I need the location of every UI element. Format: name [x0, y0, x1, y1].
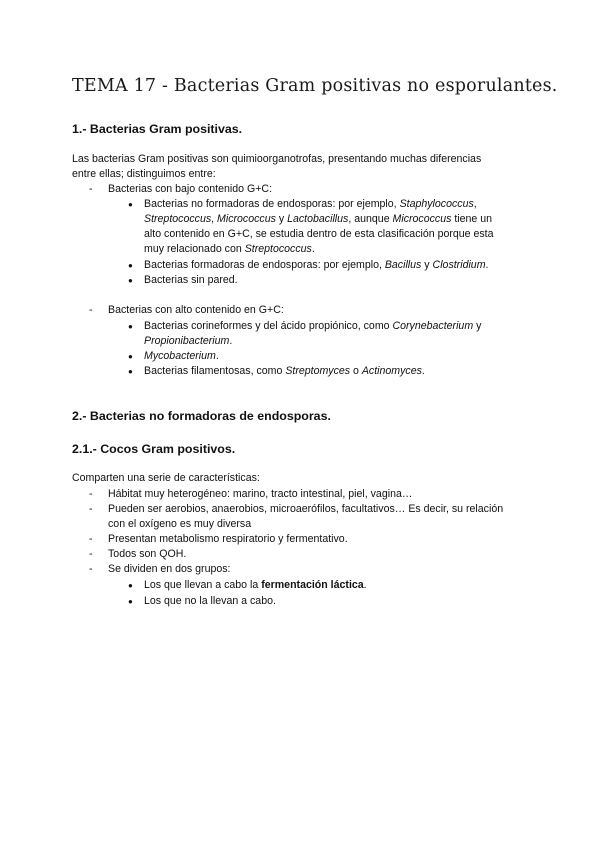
- high-gc-item-3: Bacterias filamentosas, como Streptomyces o Actinomyces.: [144, 365, 425, 377]
- characteristic-item: Todos son QOH.: [108, 548, 187, 560]
- dash-marker: -: [89, 533, 93, 545]
- high-gc-item-1-line-2: Propionibacterium.: [144, 335, 233, 347]
- low-gc-item-1-line-4: muy relacionado con Streptococcus.: [144, 243, 315, 255]
- high-gc-item-1-line-1: Bacterias corineformes y del ácido propiónico, como Corynebacterium y: [144, 320, 482, 332]
- dash-marker: -: [89, 563, 93, 575]
- bullet-marker: ●: [128, 276, 133, 285]
- characteristic-item: Se dividen en dos grupos:: [108, 563, 231, 575]
- characteristic-item: Presentan metabolismo respiratorio y fermentativo.: [108, 533, 348, 545]
- dash-marker: -: [89, 548, 93, 560]
- low-gc-item-1-line-2: Streptococcus, Micrococcus y Lactobacillus, aunque Micrococcus tiene un: [144, 213, 493, 225]
- low-gc-item-1-line-3: alto contenido en G+C, se estudia dentro de esta clasificación porque esta: [144, 228, 494, 240]
- group-item-1: Los que llevan a cabo la fermentación láctica.: [144, 579, 367, 591]
- section-2-heading: 2.- Bacterias no formadoras de endosporas.: [72, 409, 331, 423]
- intro-line-2: entre ellas; distinguimos entre:: [72, 168, 216, 180]
- intro-line-1: Las bacterias Gram positivas son quimioorganotrofas, presentando muchas diferencias: [72, 153, 482, 165]
- high-gc-label: Bacterias con alto contenido en G+C:: [108, 304, 284, 316]
- document-title: TEMA 17 - Bacterias Gram positivas no esporulantes.: [72, 76, 558, 96]
- characteristic-item-continuation: con el oxígeno es muy diversa: [108, 518, 252, 530]
- dash-marker: -: [89, 183, 93, 195]
- high-gc-item-2: Mycobacterium.: [144, 350, 219, 362]
- section-2-1-heading: 2.1.- Cocos Gram positivos.: [72, 442, 236, 456]
- bullet-marker: ●: [128, 261, 133, 270]
- bullet-marker: ●: [128, 352, 133, 361]
- low-gc-item-2: Bacterias formadoras de endosporas: por ejemplo, Bacillus y Clostridium.: [144, 259, 489, 271]
- dash-marker: -: [89, 488, 93, 500]
- group-item-2: Los que no la llevan a cabo.: [144, 595, 276, 607]
- dash-marker: -: [89, 503, 93, 515]
- low-gc-item-1-line-1: Bacterias no formadoras de endosporas: por ejemplo, Staphylococcus,: [144, 198, 477, 210]
- bullet-marker: ●: [128, 581, 133, 590]
- low-gc-label: Bacterias con bajo contenido G+C:: [108, 183, 273, 195]
- characteristic-item: Pueden ser aerobios, anaerobios, microaerófilos, facultativos… Es decir, su relación: [108, 503, 504, 515]
- bullet-marker: ●: [128, 322, 133, 331]
- bullet-marker: ●: [128, 597, 133, 606]
- characteristic-item: Hábitat muy heterogéneo: marino, tracto intestinal, piel, vagina…: [108, 488, 413, 500]
- low-gc-item-3: Bacterias sin pared.: [144, 274, 238, 286]
- section-2-1-intro: Comparten una serie de características:: [72, 472, 260, 484]
- section-1-heading: 1.- Bacterias Gram positivas.: [72, 122, 243, 136]
- bullet-marker: ●: [128, 200, 133, 209]
- bullet-marker: ●: [128, 367, 133, 376]
- dash-marker: -: [89, 304, 93, 316]
